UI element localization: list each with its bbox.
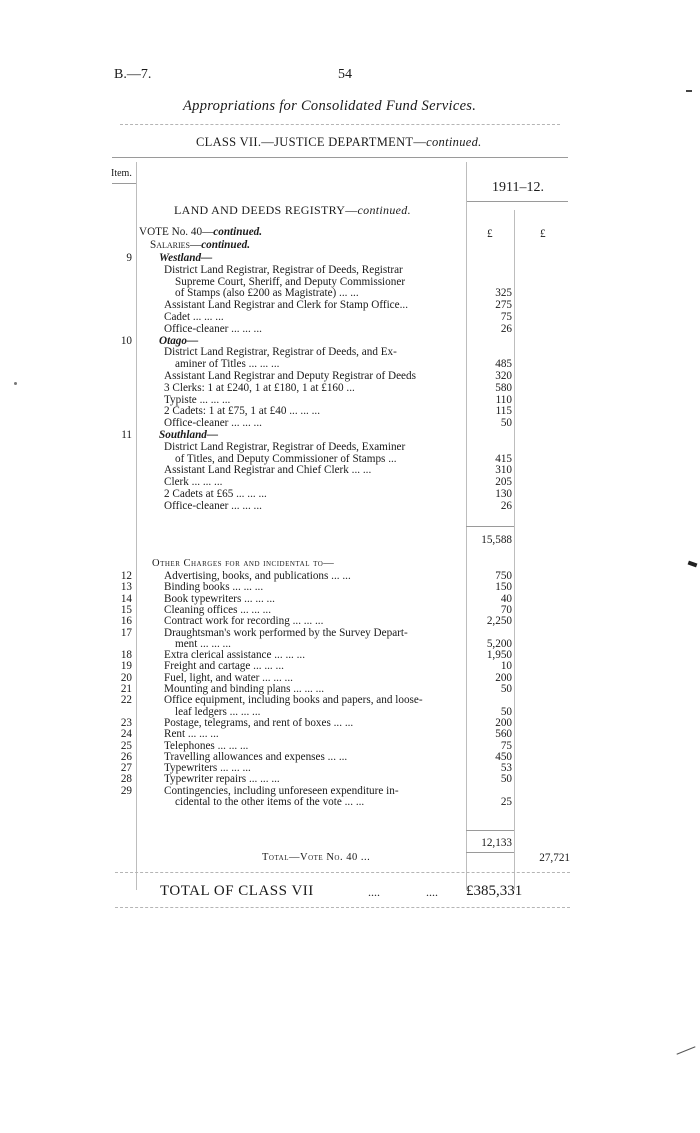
section-title-text: LAND AND DEEDS REGISTRY— — [174, 203, 358, 217]
row-amount: 485 — [495, 358, 512, 371]
class-total-dots-1: .... — [368, 885, 380, 899]
page-heading: Appropriations for Consolidated Fund Services. — [183, 98, 477, 114]
item-number: 25 — [120, 739, 132, 752]
scan-mark-left — [14, 382, 17, 385]
row-description: 3 Clerks: 1 at £240, 1 at £180, 1 at £160 ... — [164, 381, 355, 394]
item-number: 19 — [120, 660, 132, 673]
row-description: Freight and cartage ... ... ... — [164, 660, 284, 673]
class-total-value: £385,331 — [466, 883, 523, 899]
region-heading: Westland— — [159, 252, 213, 264]
scan-mark-right-bottom — [677, 1046, 696, 1054]
row-description: Fuel, light, and water ... ... ... — [164, 671, 293, 684]
row-amount: 50 — [500, 683, 512, 695]
other-subtotal-rule — [466, 830, 514, 831]
row-description: Assistant Land Registrar and Deputy Registrar of Deeds — [164, 370, 416, 382]
class-total-label: TOTAL OF CLASS VII — [160, 883, 314, 899]
pound-sign-2: £ — [540, 228, 546, 240]
row-description: Cleaning offices ... ... ... — [164, 603, 271, 616]
row-description: District Land Registrar, Registrar of Deeds, Examiner — [164, 440, 406, 453]
heading-rule — [120, 124, 560, 125]
scan-mark-right-top — [686, 90, 692, 92]
row-description: Binding books ... ... ... — [164, 581, 264, 594]
row-description: Office equipment, including books and papers, and loose- — [164, 694, 423, 707]
row-amount: 70 — [500, 603, 512, 616]
row-amount: 200 — [495, 716, 512, 729]
row-amount: 10 — [500, 660, 512, 673]
salaries-heading-continued: continued. — [201, 239, 250, 251]
row-amount: 130 — [495, 488, 512, 500]
item-number: 13 — [120, 581, 132, 594]
doc-ref: B.—7. — [114, 67, 152, 82]
row-description: Extra clerical assistance ... ... ... — [164, 649, 306, 662]
row-amount: 26 — [500, 322, 512, 335]
row-description: of Titles, and Deputy Commissioner of Stamps ... — [175, 452, 397, 465]
row-description: Cadet ... ... ... — [164, 311, 224, 323]
other-charges-subtotal: 12,133 — [481, 837, 512, 849]
row-amount: 115 — [495, 405, 512, 418]
row-amount: 150 — [495, 581, 512, 594]
item-number: 16 — [120, 615, 132, 628]
row-amount: 200 — [495, 671, 512, 684]
class-title — [196, 135, 482, 150]
row-amount: 1,950 — [486, 649, 512, 662]
item-number: 26 — [120, 750, 132, 763]
class-total-dots-2: .... — [426, 885, 438, 899]
item-number: 17 — [120, 626, 132, 639]
item-column-rule — [136, 162, 137, 890]
item-number: 18 — [120, 649, 132, 662]
row-description: Contract work for recording ... ... ... — [164, 615, 324, 628]
item-column-header: Item. — [111, 168, 132, 179]
row-description: cidental to the other items of the vote ... ... — [175, 796, 365, 808]
item-number: 20 — [120, 671, 132, 684]
vote-total-value: 27,721 — [539, 852, 570, 864]
row-description: 2 Cadets: 1 at £75, 1 at £40 ... ... ... — [164, 405, 320, 418]
row-amount: 5,200 — [486, 637, 512, 650]
row-description: of Stamps (also £200 as Magistrate) ... ... — [175, 287, 359, 300]
row-description: leaf ledgers ... ... ... — [175, 705, 261, 718]
row-amount: 450 — [495, 750, 512, 763]
row-description: Typiste ... ... ... — [164, 393, 231, 406]
pound-sign-1: £ — [487, 228, 493, 240]
row-amount: 40 — [500, 592, 512, 605]
vote-heading — [139, 227, 262, 238]
item-number: 22 — [120, 694, 132, 707]
row-description: aminer of Titles ... ... ... — [175, 358, 280, 371]
year-header-rule — [466, 201, 568, 202]
year-column-header: 1911–12. — [492, 180, 544, 195]
vote-heading-text: VOTE No. 40— — [139, 226, 214, 238]
row-description: Assistant Land Registrar and Chief Clerk ... ... — [164, 464, 372, 477]
row-amount: 75 — [500, 311, 512, 323]
row-description: District Land Registrar, Registrar of Deeds, Registrar — [164, 263, 403, 276]
row-amount: 275 — [495, 299, 512, 312]
class-title-continued: continued. — [426, 135, 482, 149]
row-description: Book typewriters ... ... ... — [164, 592, 275, 605]
row-amount: 25 — [500, 796, 512, 808]
row-amount: 750 — [495, 570, 512, 582]
item-number: 21 — [120, 683, 132, 695]
scan-mark-right-mid — [688, 561, 698, 568]
row-amount: 325 — [495, 287, 512, 300]
salaries-heading — [150, 240, 250, 251]
item-header-rule — [112, 183, 136, 184]
row-amount: 580 — [495, 381, 512, 394]
row-description: Telephones ... ... ... — [164, 739, 249, 752]
row-amount: 415 — [495, 452, 512, 465]
item-number: 9 — [126, 252, 132, 264]
class-total-rule — [115, 907, 570, 908]
item-number: 10 — [120, 334, 132, 347]
row-amount: 2,250 — [486, 615, 512, 628]
row-description: 2 Cadets at £65 ... ... ... — [164, 488, 267, 500]
section-title-continued: continued. — [357, 203, 411, 217]
item-number: 23 — [120, 716, 132, 729]
row-amount: 53 — [500, 762, 512, 775]
row-amount: 75 — [500, 739, 512, 752]
item-number: 29 — [120, 784, 132, 797]
row-amount: 320 — [495, 370, 512, 382]
region-heading: Otago— — [159, 334, 199, 347]
row-description: ment ... ... ... — [175, 637, 231, 650]
region-heading: Southland— — [159, 429, 219, 441]
vote-total-rule — [466, 852, 514, 853]
row-description: District Land Registrar, Registrar of Deeds, and Ex- — [164, 346, 397, 359]
second-amount-rule — [514, 210, 515, 890]
vote-total-label: Total—Vote No. 40 ... — [262, 852, 371, 863]
row-description: Rent ... ... ... — [164, 728, 219, 741]
section-title — [174, 203, 411, 218]
item-number: 15 — [120, 603, 132, 616]
salaries-subtotal-rule — [466, 526, 514, 527]
item-number: 12 — [120, 570, 132, 582]
row-description: Clerk ... ... ... — [164, 476, 223, 489]
row-description: Office-cleaner ... ... ... — [164, 322, 262, 335]
row-amount: 50 — [500, 705, 512, 718]
row-description: Advertising, books, and publications ... ... — [164, 570, 351, 582]
item-number: 14 — [120, 592, 132, 605]
row-description: Office-cleaner ... ... ... — [164, 417, 262, 430]
item-number: 28 — [120, 773, 132, 786]
row-amount: 310 — [495, 464, 512, 477]
row-description: Typewriters ... ... ... — [164, 762, 251, 775]
row-amount: 205 — [495, 476, 512, 489]
salaries-heading-text: Salaries— — [150, 239, 202, 251]
row-description: Mounting and binding plans ... ... ... — [164, 683, 325, 695]
row-description: Postage, telegrams, and rent of boxes ... ... — [164, 716, 354, 729]
item-number: 11 — [121, 429, 132, 441]
other-charges-heading: Other Charges for and incidental to— — [152, 558, 335, 569]
row-amount: 50 — [500, 773, 512, 786]
salaries-subtotal: 15,588 — [481, 534, 512, 546]
row-description: Supreme Court, Sheriff, and Deputy Commissioner — [175, 275, 406, 288]
row-description: Contingencies, including unforeseen expenditure in- — [164, 784, 399, 797]
row-amount: 110 — [495, 393, 512, 406]
row-description: Travelling allowances and expenses ... ... — [164, 750, 348, 763]
row-description: Draughtsman's work performed by the Survey Depart- — [164, 626, 408, 639]
item-number: 27 — [120, 762, 132, 775]
row-amount: 50 — [500, 417, 512, 430]
row-description: Office-cleaner ... ... ... — [164, 499, 262, 512]
row-amount: 560 — [495, 728, 512, 741]
item-number: 24 — [120, 728, 132, 741]
page-number: 54 — [338, 67, 352, 82]
row-amount: 26 — [500, 499, 512, 512]
row-description: Typewriter repairs ... ... ... — [164, 773, 280, 786]
class-title-text: CLASS VII.—JUSTICE DEPARTMENT— — [196, 135, 427, 149]
vote-total-dash-rule — [115, 872, 570, 873]
class-rule — [112, 157, 568, 158]
vote-heading-continued: continued. — [213, 226, 263, 238]
row-description: Assistant Land Registrar and Clerk for Stamp Office... — [164, 299, 408, 312]
